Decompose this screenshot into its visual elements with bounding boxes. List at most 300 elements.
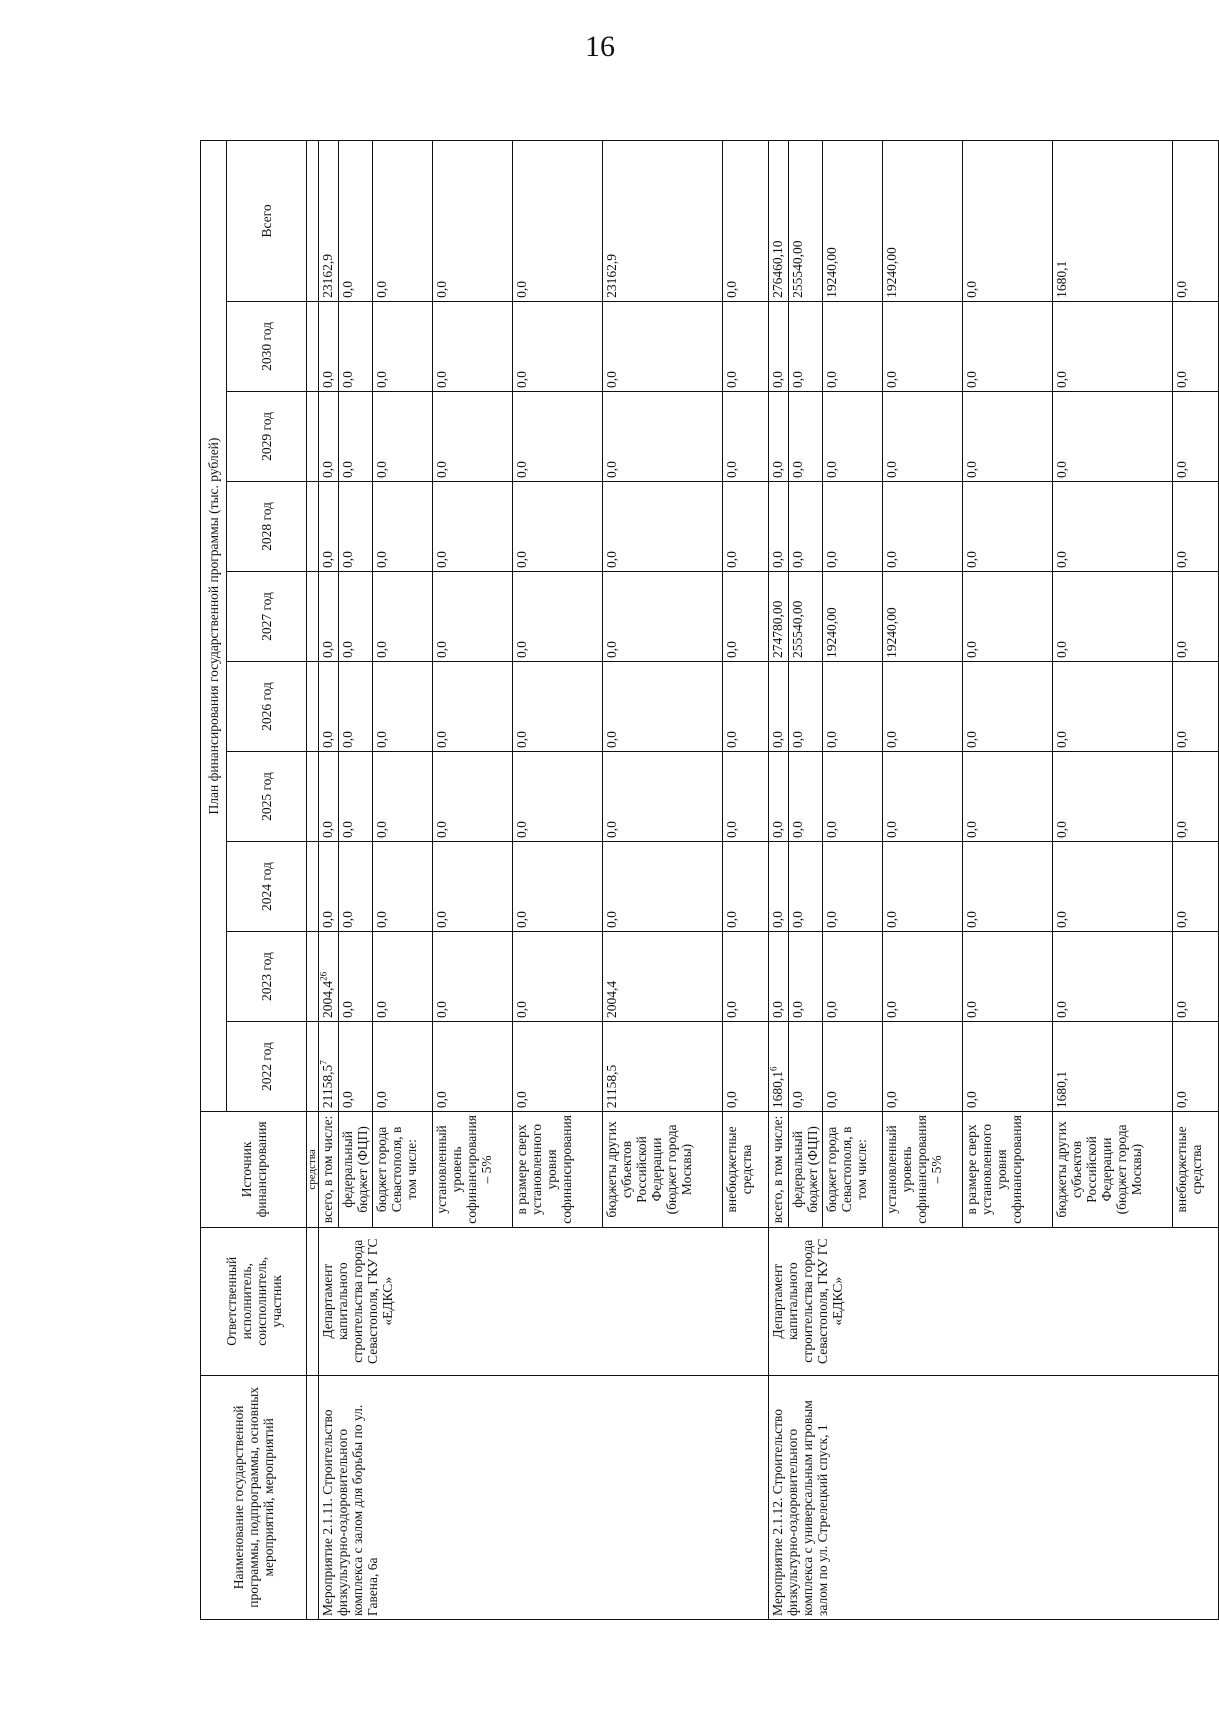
cell-value: 0,0 <box>1174 731 1189 748</box>
year-value <box>603 571 723 661</box>
cell-value: 23162,9 <box>604 254 619 298</box>
cell-value: 0,0 <box>824 551 839 568</box>
year-value <box>723 932 769 1022</box>
cell-value: 0,0 <box>1174 1091 1189 1109</box>
year-value <box>823 752 883 842</box>
cell-value: 0,0 <box>770 551 785 568</box>
total-value <box>513 141 603 302</box>
cell-value: 0,0 <box>884 461 899 478</box>
cell-value: 0,0 <box>1174 551 1189 568</box>
year-value <box>1053 842 1173 932</box>
year-value <box>963 391 1053 481</box>
cell-value: 0,0 <box>884 821 899 839</box>
continued-source: средства <box>307 1112 319 1228</box>
cell-value: 0,0 <box>724 1001 739 1019</box>
cell-value: 0,0 <box>790 821 805 839</box>
year-value <box>723 301 769 391</box>
total-value <box>339 141 373 302</box>
cell-value: 0,0 <box>824 371 839 388</box>
cell-value: 0,0 <box>1174 1001 1189 1019</box>
cell-value: 0,0 <box>434 371 449 388</box>
cell-value: 0,0 <box>790 371 805 388</box>
header-total: Всего <box>227 141 307 302</box>
year-value <box>373 932 433 1022</box>
table-row <box>769 141 789 1620</box>
total-value <box>883 141 963 302</box>
year-value <box>433 842 513 932</box>
year-value <box>1173 301 1219 391</box>
year-value <box>1173 1022 1219 1112</box>
cell-value: 0,0 <box>770 731 785 748</box>
year-value <box>883 752 963 842</box>
cell-value: 0,0 <box>724 281 739 298</box>
cell-value: 0,0 <box>1054 731 1069 748</box>
year-value <box>963 661 1053 751</box>
header-name: Наименование государственной программы, подпрограммы, основных мероприятий, мероприятий <box>201 1375 307 1619</box>
cell-value: 0,0 <box>320 461 335 478</box>
year-value <box>373 752 433 842</box>
header-year: 2024 год <box>227 842 307 932</box>
cell-value: 0,0 <box>724 731 739 748</box>
cell-value: 0,0 <box>604 551 619 568</box>
year-value <box>433 571 513 661</box>
cell-value: 0,0 <box>604 731 619 748</box>
cell-value: 0,0 <box>320 641 335 658</box>
cell-value: 0,0 <box>964 551 979 568</box>
cell-value: 0,0 <box>824 461 839 478</box>
page-number: 16 <box>585 30 615 63</box>
header-year: 2025 год <box>227 752 307 842</box>
year-value <box>373 481 433 571</box>
cell-value: 0,0 <box>374 551 389 568</box>
cell-value: 19240,00 <box>824 247 839 298</box>
year-value <box>513 932 603 1022</box>
year-value <box>339 481 373 571</box>
cell-value: 0,0 <box>514 1001 529 1019</box>
year-value <box>769 932 789 1022</box>
cell-value: 274780,00 <box>770 600 785 658</box>
year-value <box>513 661 603 751</box>
year-value <box>1173 481 1219 571</box>
cell-value: 0,0 <box>374 371 389 388</box>
year-value <box>513 752 603 842</box>
cell-value: 0,0 <box>964 731 979 748</box>
year-value <box>963 932 1053 1022</box>
cell-value: 0,0 <box>320 731 335 748</box>
year-value <box>883 391 963 481</box>
funding-source: федеральный бюджет (ФЦП) <box>789 1112 823 1228</box>
cell-value: 0,0 <box>724 641 739 658</box>
year-value <box>723 661 769 751</box>
year-value <box>789 842 823 932</box>
cell-value: 23162,9 <box>320 254 335 298</box>
cell-value: 0,0 <box>1054 461 1069 478</box>
year-value <box>789 481 823 571</box>
year-value <box>769 391 789 481</box>
year-value <box>1053 391 1173 481</box>
continued-row <box>307 141 319 1620</box>
cell-value: 0,0 <box>1174 371 1189 388</box>
funding-source: федеральный бюджет (ФЦП) <box>339 1112 373 1228</box>
year-value <box>339 842 373 932</box>
cell-value: 0,0 <box>340 551 355 568</box>
cell-value: 0,0 <box>724 551 739 568</box>
funding-source: бюджеты других субъектов Российской Федерации (бюджет города Москвы) <box>1053 1112 1173 1228</box>
cell-value: 0,0 <box>340 731 355 748</box>
year-value <box>433 932 513 1022</box>
year-value <box>883 932 963 1022</box>
cell-value: 0,0 <box>1054 371 1069 388</box>
cell-value: 0,0 <box>724 371 739 388</box>
cell-value: 1680,1 <box>1054 260 1069 298</box>
funding-source: всего, в том числе: <box>769 1112 789 1228</box>
year-value <box>1173 391 1219 481</box>
cell-value: 0,0 <box>374 641 389 658</box>
cell-value: 0,0 <box>1174 911 1189 929</box>
cell-value: 0,0 <box>604 461 619 478</box>
year-value <box>319 391 339 481</box>
cell-value: 0,0 <box>434 281 449 298</box>
year-value <box>339 571 373 661</box>
cell-value: 0,0 <box>434 461 449 478</box>
cell-value: 0,0 <box>1174 461 1189 478</box>
year-value <box>433 301 513 391</box>
cell-value: 0,0 <box>770 461 785 478</box>
funding-source: в размере сверх установленного уровня софинансирования <box>963 1112 1053 1228</box>
cell-value: 0,0 <box>1174 281 1189 298</box>
year-value <box>1173 752 1219 842</box>
cell-value: 19240,00 <box>884 247 899 298</box>
cell-value: 0,0 <box>1054 821 1069 839</box>
year-value <box>433 752 513 842</box>
year-value <box>373 1022 433 1112</box>
cell-value: 0,0 <box>340 1091 355 1109</box>
cell-value: 0,0 <box>1174 641 1189 658</box>
cell-value: 0,0 <box>514 821 529 839</box>
cell-value: 19240,00 <box>884 607 899 658</box>
cell-value: 1680,1 <box>770 1070 785 1109</box>
year-value <box>963 481 1053 571</box>
year-value <box>963 1022 1053 1112</box>
year-value <box>339 752 373 842</box>
cell-value: 0,0 <box>824 911 839 929</box>
year-value <box>883 571 963 661</box>
year-value <box>373 301 433 391</box>
cell-value: 0,0 <box>320 821 335 839</box>
funding-source: бюджеты других субъектов Российской Федерации (бюджет города Москвы) <box>603 1112 723 1228</box>
year-value <box>883 1022 963 1112</box>
cell-value: 0,0 <box>824 1091 839 1109</box>
funding-source: бюджет города Севастополя, в том числе: <box>373 1112 433 1228</box>
year-value <box>1053 752 1173 842</box>
year-value <box>823 301 883 391</box>
total-value <box>769 141 789 302</box>
header-responsible: Ответственный исполнитель, соисполнитель, участник <box>201 1227 307 1375</box>
year-value <box>433 661 513 751</box>
financing-table <box>200 140 1219 1620</box>
total-value <box>789 141 823 302</box>
cell-value: 0,0 <box>604 821 619 839</box>
cell-value: 0,0 <box>374 461 389 478</box>
year-value <box>513 481 603 571</box>
header-year: 2030 год <box>227 301 307 391</box>
header-year: 2023 год <box>227 932 307 1022</box>
cell-value: 0,0 <box>790 461 805 478</box>
year-value <box>723 752 769 842</box>
year-value <box>823 391 883 481</box>
cell-value: 0,0 <box>790 731 805 748</box>
header-year: 2028 год <box>227 481 307 571</box>
year-value <box>339 932 373 1022</box>
cell-value: 0,0 <box>374 911 389 929</box>
cell-value: 0,0 <box>824 821 839 839</box>
measure-name: Мероприятие 2.1.12. Строительство физкультурно-оздоровительного комплекса с универсальным игровым залом по ул. Стрелецкий спуск, 1 <box>769 1375 1219 1619</box>
table-row <box>319 141 339 1620</box>
year-value <box>723 571 769 661</box>
cell-value: 21158,5 <box>604 1064 619 1109</box>
year-value <box>433 391 513 481</box>
year-value <box>603 481 723 571</box>
cell-value: 0,0 <box>434 731 449 748</box>
year-value <box>319 932 339 1022</box>
cell-value: 0,0 <box>340 641 355 658</box>
cell-value: 0,0 <box>724 821 739 839</box>
cell-value: 0,0 <box>604 371 619 388</box>
year-value <box>603 301 723 391</box>
funding-source: установленный уровень софинансирования – 5% <box>883 1112 963 1228</box>
cell-value: 0,0 <box>434 911 449 929</box>
year-value <box>513 842 603 932</box>
year-value <box>789 1022 823 1112</box>
cell-value: 0,0 <box>604 641 619 658</box>
cell-value: 0,0 <box>964 371 979 388</box>
year-value <box>769 301 789 391</box>
cell-value: 0,0 <box>770 371 785 388</box>
funding-source: в размере сверх установленного уровня софинансирования <box>513 1112 603 1228</box>
year-value <box>789 661 823 751</box>
year-value <box>823 481 883 571</box>
year-value <box>789 752 823 842</box>
cell-value: 0,0 <box>964 821 979 839</box>
cell-value: 0,0 <box>320 371 335 388</box>
funding-source: внебюджетные средства <box>1173 1112 1219 1228</box>
year-value <box>339 1022 373 1112</box>
cell-value: 0,0 <box>514 641 529 658</box>
cell-value: 2004,4 <box>320 980 335 1019</box>
year-value <box>339 661 373 751</box>
year-value <box>1173 571 1219 661</box>
cell-value: 0,0 <box>320 551 335 568</box>
cell-value: 1680,1 <box>1054 1070 1069 1109</box>
cell-value: 0,0 <box>724 911 739 929</box>
responsible-executor: Департамент капитального строительства города Севастополя, ГКУ ГС «ЕДКС» <box>319 1227 769 1375</box>
cell-value: 0,0 <box>340 911 355 929</box>
total-value <box>823 141 883 302</box>
cell-value: 0,0 <box>1174 821 1189 839</box>
cell-value: 0,0 <box>790 1091 805 1109</box>
year-value <box>1053 481 1173 571</box>
header-year: 2029 год <box>227 391 307 481</box>
cell-value: 0,0 <box>790 551 805 568</box>
cell-value: 0,0 <box>824 731 839 748</box>
cell-value: 0,0 <box>884 731 899 748</box>
year-value <box>723 1022 769 1112</box>
cell-value: 0,0 <box>340 371 355 388</box>
cell-value: 0,0 <box>964 281 979 298</box>
year-value <box>603 661 723 751</box>
footnote-mark: 6 <box>768 1066 779 1071</box>
cell-value: 0,0 <box>964 641 979 658</box>
year-value <box>319 752 339 842</box>
total-value <box>373 141 433 302</box>
total-value <box>319 141 339 302</box>
cell-value: 0,0 <box>514 371 529 388</box>
year-value <box>789 391 823 481</box>
year-value <box>339 391 373 481</box>
cell-value: 276460,10 <box>770 240 785 298</box>
cell-value: 0,0 <box>434 1091 449 1109</box>
cell-value: 255540,00 <box>790 600 805 658</box>
cell-value: 0,0 <box>434 821 449 839</box>
year-value <box>1053 1022 1173 1112</box>
cell-value: 0,0 <box>1054 641 1069 658</box>
year-value <box>603 752 723 842</box>
cell-value: 21158,5 <box>320 1064 335 1109</box>
header-year: 2022 год <box>227 1022 307 1112</box>
year-value <box>769 1022 789 1112</box>
cell-value: 0,0 <box>770 821 785 839</box>
cell-value: 0,0 <box>374 1001 389 1019</box>
total-value <box>723 141 769 302</box>
cell-value: 255540,00 <box>790 240 805 298</box>
cell-value: 0,0 <box>884 371 899 388</box>
year-value <box>769 842 789 932</box>
year-value <box>883 481 963 571</box>
cell-value: 0,0 <box>514 281 529 298</box>
year-value <box>433 1022 513 1112</box>
total-value <box>433 141 513 302</box>
cell-value: 0,0 <box>770 1001 785 1019</box>
total-value <box>1053 141 1173 302</box>
year-value <box>319 1022 339 1112</box>
year-value <box>373 661 433 751</box>
cell-value: 0,0 <box>340 461 355 478</box>
year-value <box>1053 932 1173 1022</box>
year-value <box>823 1022 883 1112</box>
year-value <box>769 661 789 751</box>
year-value <box>823 571 883 661</box>
year-value <box>319 661 339 751</box>
cell-value: 0,0 <box>340 281 355 298</box>
year-value <box>1173 842 1219 932</box>
cell-value: 0,0 <box>514 1091 529 1109</box>
rotated-table-wrapper <box>200 140 1210 1620</box>
total-value <box>603 141 723 302</box>
funding-source: бюджет города Севастополя, в том числе: <box>823 1112 883 1228</box>
cell-value: 0,0 <box>374 1091 389 1109</box>
year-value <box>963 301 1053 391</box>
cell-value: 0,0 <box>434 641 449 658</box>
cell-value: 0,0 <box>434 1001 449 1019</box>
cell-value: 0,0 <box>790 911 805 929</box>
year-value <box>603 391 723 481</box>
year-value <box>373 842 433 932</box>
year-value <box>373 391 433 481</box>
cell-value: 19240,00 <box>824 607 839 658</box>
header-source: Источник финансирования <box>201 1112 307 1228</box>
year-value <box>963 752 1053 842</box>
cell-value: 0,0 <box>964 911 979 929</box>
cell-value: 0,0 <box>824 1001 839 1019</box>
year-value <box>769 481 789 571</box>
year-value <box>513 301 603 391</box>
funding-source: всего, в том числе: <box>319 1112 339 1228</box>
header-year: 2027 год <box>227 571 307 661</box>
cell-value: 0,0 <box>374 281 389 298</box>
year-value <box>319 571 339 661</box>
cell-value: 0,0 <box>964 461 979 478</box>
cell-value: 0,0 <box>770 911 785 929</box>
year-value <box>883 842 963 932</box>
cell-value: 0,0 <box>514 731 529 748</box>
year-value <box>823 932 883 1022</box>
cell-value: 0,0 <box>884 551 899 568</box>
header-year: 2026 год <box>227 661 307 751</box>
year-value <box>963 842 1053 932</box>
year-value <box>1053 301 1173 391</box>
year-value <box>823 661 883 751</box>
measure-name: Мероприятие 2.1.11. Строительство физкультурно-оздоровительного комплекса с залом для борьбы по ул. Гавена, 6а <box>319 1375 769 1619</box>
year-value <box>513 1022 603 1112</box>
year-value <box>723 842 769 932</box>
year-value <box>963 571 1053 661</box>
cell-value: 0,0 <box>340 1001 355 1019</box>
total-value <box>1173 141 1219 302</box>
year-value <box>723 391 769 481</box>
footnote-mark: 7 <box>318 1060 329 1065</box>
year-value <box>769 752 789 842</box>
year-value <box>513 571 603 661</box>
cell-value: 0,0 <box>884 911 899 929</box>
cell-value: 0,0 <box>790 1001 805 1019</box>
year-value <box>723 481 769 571</box>
cell-value: 0,0 <box>604 911 619 929</box>
cell-value: 0,0 <box>514 551 529 568</box>
header-plan-title: План финансирования государственной программы (тыс. рублей) <box>201 141 227 1112</box>
cell-value: 0,0 <box>374 821 389 839</box>
cell-value: 0,0 <box>884 1091 899 1109</box>
responsible-executor: Департамент капитального строительства города Севастополя, ГКУ ГС «ЕДКС» <box>769 1227 1219 1375</box>
year-value <box>789 932 823 1022</box>
cell-value: 0,0 <box>964 1091 979 1109</box>
cell-value: 0,0 <box>884 1001 899 1019</box>
year-value <box>319 481 339 571</box>
cell-value: 0,0 <box>964 1001 979 1019</box>
table-body <box>319 141 1219 1620</box>
funding-source: установленный уровень софинансирования – 5% <box>433 1112 513 1228</box>
year-value <box>603 1022 723 1112</box>
year-value <box>603 932 723 1022</box>
cell-value: 2004,4 <box>604 980 619 1019</box>
year-value <box>883 661 963 751</box>
cell-value: 0,0 <box>724 1091 739 1109</box>
cell-value: 0,0 <box>1054 551 1069 568</box>
year-value <box>1053 571 1173 661</box>
year-value <box>769 571 789 661</box>
year-value <box>823 842 883 932</box>
cell-value: 0,0 <box>1054 911 1069 929</box>
year-value <box>513 391 603 481</box>
